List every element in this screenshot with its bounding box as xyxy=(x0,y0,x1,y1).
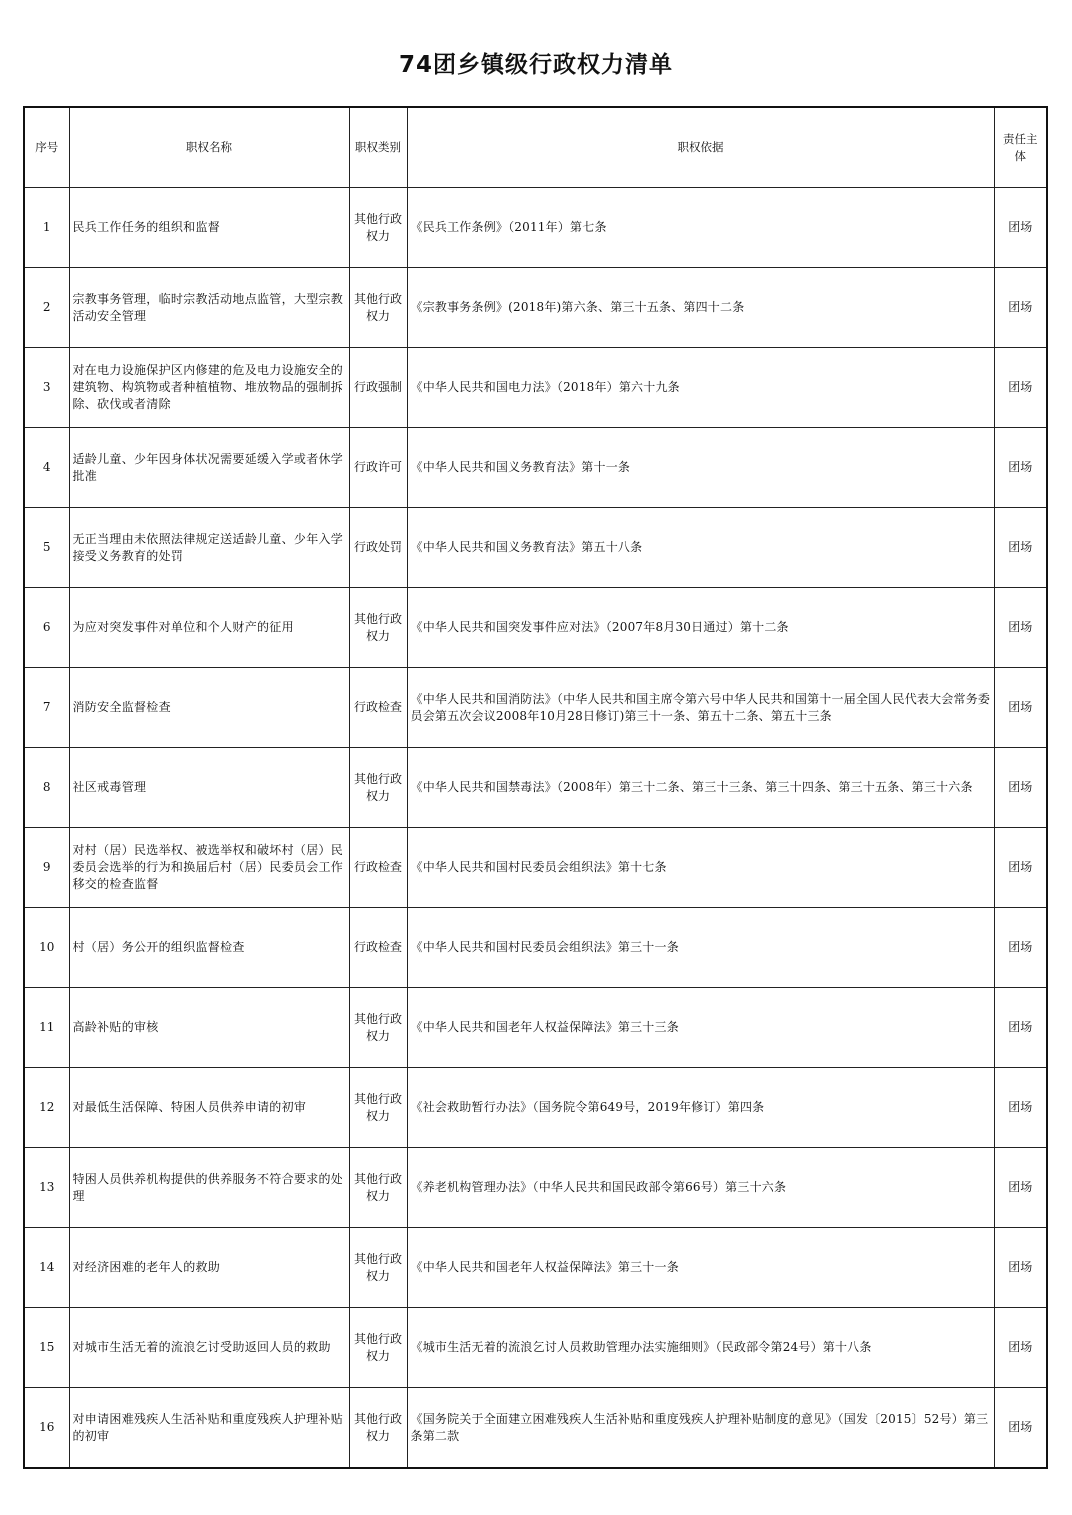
power-basis: 《宗教事务条例》(2018年)第六条、第三十五条、第四十二条 xyxy=(407,268,994,348)
page-title: 74团乡镇级行政权力清单 xyxy=(398,52,673,78)
row-number: 9 xyxy=(24,828,69,908)
power-basis: 《中华人民共和国村民委员会组织法》第三十一条 xyxy=(407,908,994,988)
table-row xyxy=(24,428,1047,508)
header-subject: 责任主体 xyxy=(994,107,1047,188)
power-basis: 《中华人民共和国突发事件应对法》（2007年8月30日通过）第十二条 xyxy=(407,588,994,668)
row-number: 1 xyxy=(24,188,69,268)
header-category: 职权类别 xyxy=(349,107,407,188)
power-list-table xyxy=(23,106,1048,1469)
power-category: 其他行政权力 xyxy=(349,748,407,828)
power-basis: 《社会救助暂行办法》（国务院令第649号，2019年修订）第四条 xyxy=(407,1068,994,1148)
power-name: 高龄补贴的审核 xyxy=(69,988,349,1068)
power-name: 社区戒毒管理 xyxy=(69,748,349,828)
power-category: 行政强制 xyxy=(349,348,407,428)
responsible-subject: 团场 xyxy=(994,1388,1047,1469)
responsible-subject: 团场 xyxy=(994,748,1047,828)
responsible-subject: 团场 xyxy=(994,908,1047,988)
power-name: 为应对突发事件对单位和个人财产的征用 xyxy=(69,588,349,668)
power-name: 对城市生活无着的流浪乞讨受助返回人员的救助 xyxy=(69,1308,349,1388)
power-category: 其他行政权力 xyxy=(349,1228,407,1308)
responsible-subject: 团场 xyxy=(994,1068,1047,1148)
power-category: 行政检查 xyxy=(349,668,407,748)
table-row xyxy=(24,908,1047,988)
power-name: 民兵工作任务的组织和监督 xyxy=(69,188,349,268)
power-basis: 《中华人民共和国禁毒法》（2008年）第三十二条、第三十三条、第三十四条、第三十五条、第三十六条 xyxy=(407,748,994,828)
table-row xyxy=(24,1228,1047,1308)
power-category: 其他行政权力 xyxy=(349,1388,407,1469)
table-row xyxy=(24,1308,1047,1388)
power-category: 行政检查 xyxy=(349,908,407,988)
power-name: 无正当理由未依照法律规定送适龄儿童、少年入学接受义务教育的处罚 xyxy=(69,508,349,588)
row-number: 3 xyxy=(24,348,69,428)
power-category: 其他行政权力 xyxy=(349,1148,407,1228)
table-row xyxy=(24,1068,1047,1148)
table-row xyxy=(24,268,1047,348)
row-number: 11 xyxy=(24,988,69,1068)
header-no: 序号 xyxy=(24,107,69,188)
power-basis: 《国务院关于全面建立困难残疾人生活补贴和重度残疾人护理补贴制度的意见》（国发〔2015〕52号）第三条第二款 xyxy=(407,1388,994,1469)
responsible-subject: 团场 xyxy=(994,268,1047,348)
responsible-subject: 团场 xyxy=(994,1228,1047,1308)
table-row xyxy=(24,828,1047,908)
power-basis: 《城市生活无着的流浪乞讨人员救助管理办法实施细则》（民政部令第24号）第十八条 xyxy=(407,1308,994,1388)
power-basis: 《养老机构管理办法》（中华人民共和国民政部令第66号）第三十六条 xyxy=(407,1148,994,1228)
power-basis: 《中华人民共和国消防法》（中华人民共和国主席令第六号中华人民共和国第十一届全国人民代表大会常务委员会第五次会议2008年10月28日修订)第三十一条、第五十二条、第五十三条 xyxy=(407,668,994,748)
power-name: 对在电力设施保护区内修建的危及电力设施安全的建筑物、构筑物或者种植植物、堆放物品的强制拆除、砍伐或者清除 xyxy=(69,348,349,428)
row-number: 15 xyxy=(24,1308,69,1388)
row-number: 16 xyxy=(24,1388,69,1469)
power-name: 对申请困难残疾人生活补贴和重度残疾人护理补贴的初审 xyxy=(69,1388,349,1469)
power-name: 对村（居）民选举权、被选举权和破坏村（居）民委员会选举的行为和换届后村（居）民委员会工作移交的检查监督 xyxy=(69,828,349,908)
power-category: 行政处罚 xyxy=(349,508,407,588)
table-row xyxy=(24,588,1047,668)
power-category: 其他行政权力 xyxy=(349,268,407,348)
header-name: 职权名称 xyxy=(69,107,349,188)
row-number: 5 xyxy=(24,508,69,588)
row-number: 14 xyxy=(24,1228,69,1308)
responsible-subject: 团场 xyxy=(994,828,1047,908)
power-category: 其他行政权力 xyxy=(349,988,407,1068)
table-row xyxy=(24,748,1047,828)
power-name: 对经济困难的老年人的救助 xyxy=(69,1228,349,1308)
power-basis: 《中华人民共和国义务教育法》第五十八条 xyxy=(407,508,994,588)
row-number: 10 xyxy=(24,908,69,988)
power-category: 行政许可 xyxy=(349,428,407,508)
power-category: 其他行政权力 xyxy=(349,588,407,668)
responsible-subject: 团场 xyxy=(994,588,1047,668)
power-name: 对最低生活保障、特困人员供养申请的初审 xyxy=(69,1068,349,1148)
row-number: 13 xyxy=(24,1148,69,1228)
power-category: 其他行政权力 xyxy=(349,188,407,268)
responsible-subject: 团场 xyxy=(994,668,1047,748)
table-row xyxy=(24,348,1047,428)
power-name: 消防安全监督检查 xyxy=(69,668,349,748)
table-body xyxy=(24,188,1047,1469)
table-row xyxy=(24,1148,1047,1228)
row-number: 2 xyxy=(24,268,69,348)
responsible-subject: 团场 xyxy=(994,1148,1047,1228)
table-row xyxy=(24,668,1047,748)
responsible-subject: 团场 xyxy=(994,508,1047,588)
responsible-subject: 团场 xyxy=(994,188,1047,268)
power-name: 村（居）务公开的组织监督检查 xyxy=(69,908,349,988)
header-row xyxy=(24,107,1047,188)
power-basis: 《民兵工作条例》（2011年）第七条 xyxy=(407,188,994,268)
table-row xyxy=(24,188,1047,268)
header-basis: 职权依据 xyxy=(407,107,994,188)
power-basis: 《中华人民共和国老年人权益保障法》第三十三条 xyxy=(407,988,994,1068)
row-number: 6 xyxy=(24,588,69,668)
table-header xyxy=(24,107,1047,188)
responsible-subject: 团场 xyxy=(994,428,1047,508)
row-number: 12 xyxy=(24,1068,69,1148)
power-name: 特困人员供养机构提供的供养服务不符合要求的处理 xyxy=(69,1148,349,1228)
row-number: 4 xyxy=(24,428,69,508)
power-category: 其他行政权力 xyxy=(349,1308,407,1388)
power-name: 宗教事务管理，临时宗教活动地点监管，大型宗教活动安全管理 xyxy=(69,268,349,348)
row-number: 8 xyxy=(24,748,69,828)
row-number: 7 xyxy=(24,668,69,748)
power-basis: 《中华人民共和国义务教育法》第十一条 xyxy=(407,428,994,508)
responsible-subject: 团场 xyxy=(994,348,1047,428)
power-name: 适龄儿童、少年因身体状况需要延缓入学或者休学批准 xyxy=(69,428,349,508)
power-category: 行政检查 xyxy=(349,828,407,908)
power-basis: 《中华人民共和国老年人权益保障法》第三十一条 xyxy=(407,1228,994,1308)
power-basis: 《中华人民共和国村民委员会组织法》第十七条 xyxy=(407,828,994,908)
table-row xyxy=(24,508,1047,588)
table-row xyxy=(24,988,1047,1068)
table-row xyxy=(24,1388,1047,1469)
responsible-subject: 团场 xyxy=(994,1308,1047,1388)
responsible-subject: 团场 xyxy=(994,988,1047,1068)
power-basis: 《中华人民共和国电力法》（2018年）第六十九条 xyxy=(407,348,994,428)
power-category: 其他行政权力 xyxy=(349,1068,407,1148)
